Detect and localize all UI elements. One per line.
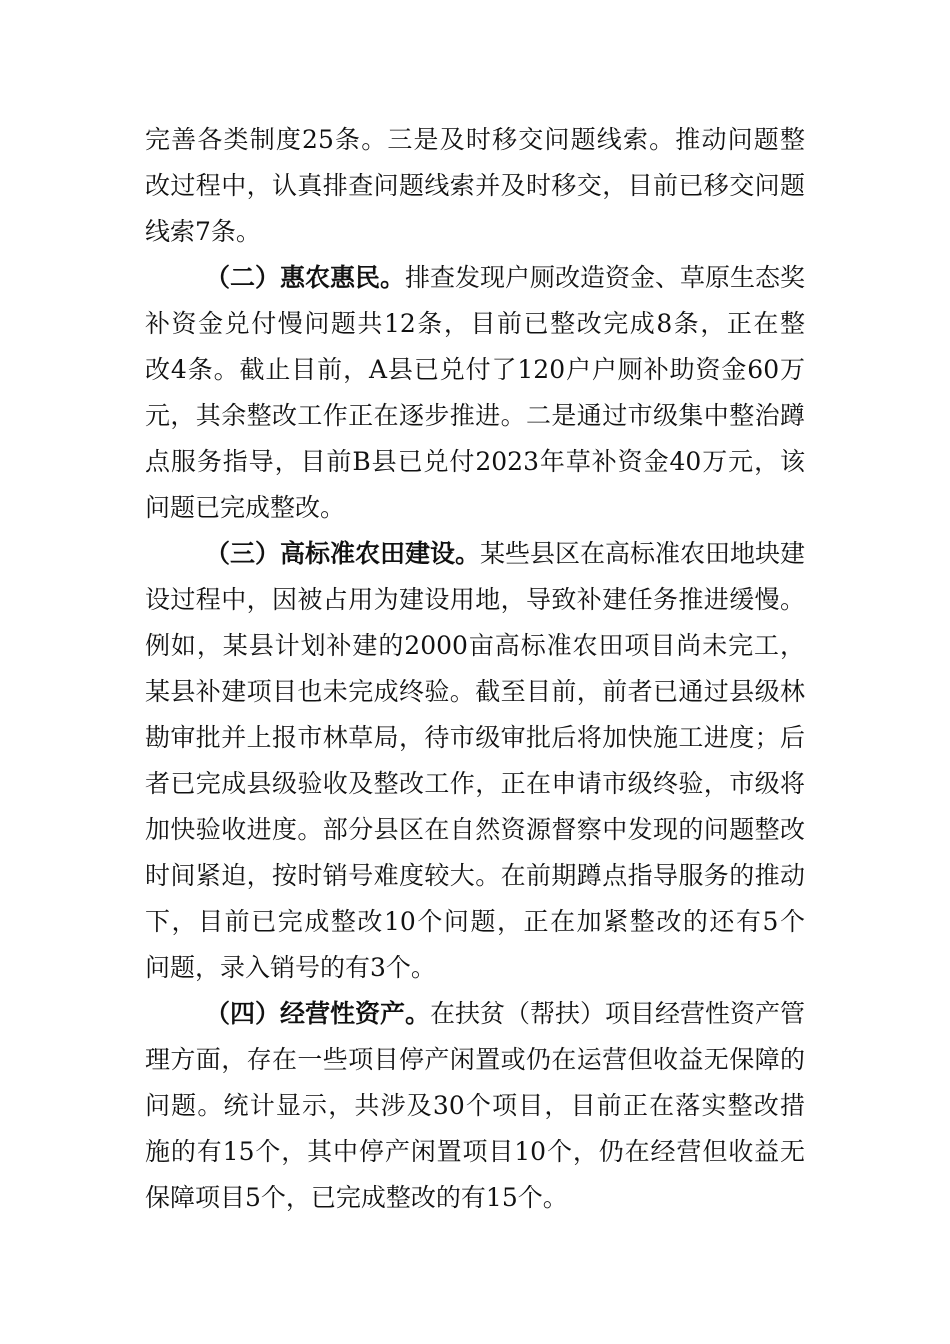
paragraph-line: 线索7条。 [145,217,261,246]
paragraph-text: 排查发现户厕改造资金、草原生态奖 [405,263,806,292]
paragraph-line: 点服务指导，目前B县已兑付2023年草补资金40万元，该 [145,447,805,476]
section-heading-4: （四）经营性资产。 [205,999,431,1028]
paragraph-line: 改4条。截止目前，A县已兑付了120户户厕补助资金60万 [145,355,805,384]
paragraph-line: 理方面，存在一些项目停产闲置或仍在运营但收益无保障的 [145,1045,805,1074]
paragraph-line: 加快验收进度。部分县区在自然资源督察中发现的问题整改 [145,815,805,844]
paragraph-line: 改过程中，认真排查问题线索并及时移交，目前已移交问题 [145,171,805,200]
section-2-first-line [205,256,805,300]
paragraph-line: 者已完成县级验收及整改工作，正在申请市级终验，市级将 [145,769,805,798]
paragraph-line: 补资金兑付慢问题共12条，目前已整改完成8条，正在整 [145,309,805,338]
paragraph-line: 元，其余整改工作正在逐步推进。二是通过市级集中整治蹲 [145,401,805,430]
paragraph-line: 完善各类制度25条。三是及时移交问题线索。推动问题整 [145,125,805,154]
paragraph-line: 勘审批并上报市林草局，待市级审批后将加快施工进度；后 [145,723,805,752]
paragraph-line: 时间紧迫，按时销号难度较大。在前期蹲点指导服务的推动 [145,861,805,890]
section-3-first-line [205,532,805,576]
paragraph-line: 保障项目5个，已完成整改的有15个。 [145,1183,568,1212]
paragraph-line: 问题。统计显示，共涉及30个项目，目前正在落实整改措 [145,1091,805,1120]
paragraph-line: 下，目前已完成整改10个问题，正在加紧整改的还有5个 [145,907,805,936]
paragraph-line: 某县补建项目也未完成终验。截至目前，前者已通过县级林 [145,677,805,706]
paragraph-line: 问题，录入销号的有3个。 [145,953,436,982]
section-4-first-line [205,992,805,1036]
paragraph-line: 设过程中，因被占用为建设用地，导致补建任务推进缓慢。 [145,585,805,614]
paragraph-text: 某些县区在高标准农田地块建 [480,539,806,568]
paragraph-line: 问题已完成整改。 [145,493,346,522]
paragraph-text: 在扶贫（帮扶）项目经营性资产管 [430,999,806,1028]
section-heading-3: （三）高标准农田建设。 [205,539,481,568]
paragraph-line: 施的有15个，其中停产闲置项目10个，仍在经营但收益无 [145,1137,805,1166]
section-heading-2: （二）惠农惠民。 [205,263,406,292]
paragraph-line: 例如，某县计划补建的2000亩高标准农田项目尚未完工， [145,631,805,660]
